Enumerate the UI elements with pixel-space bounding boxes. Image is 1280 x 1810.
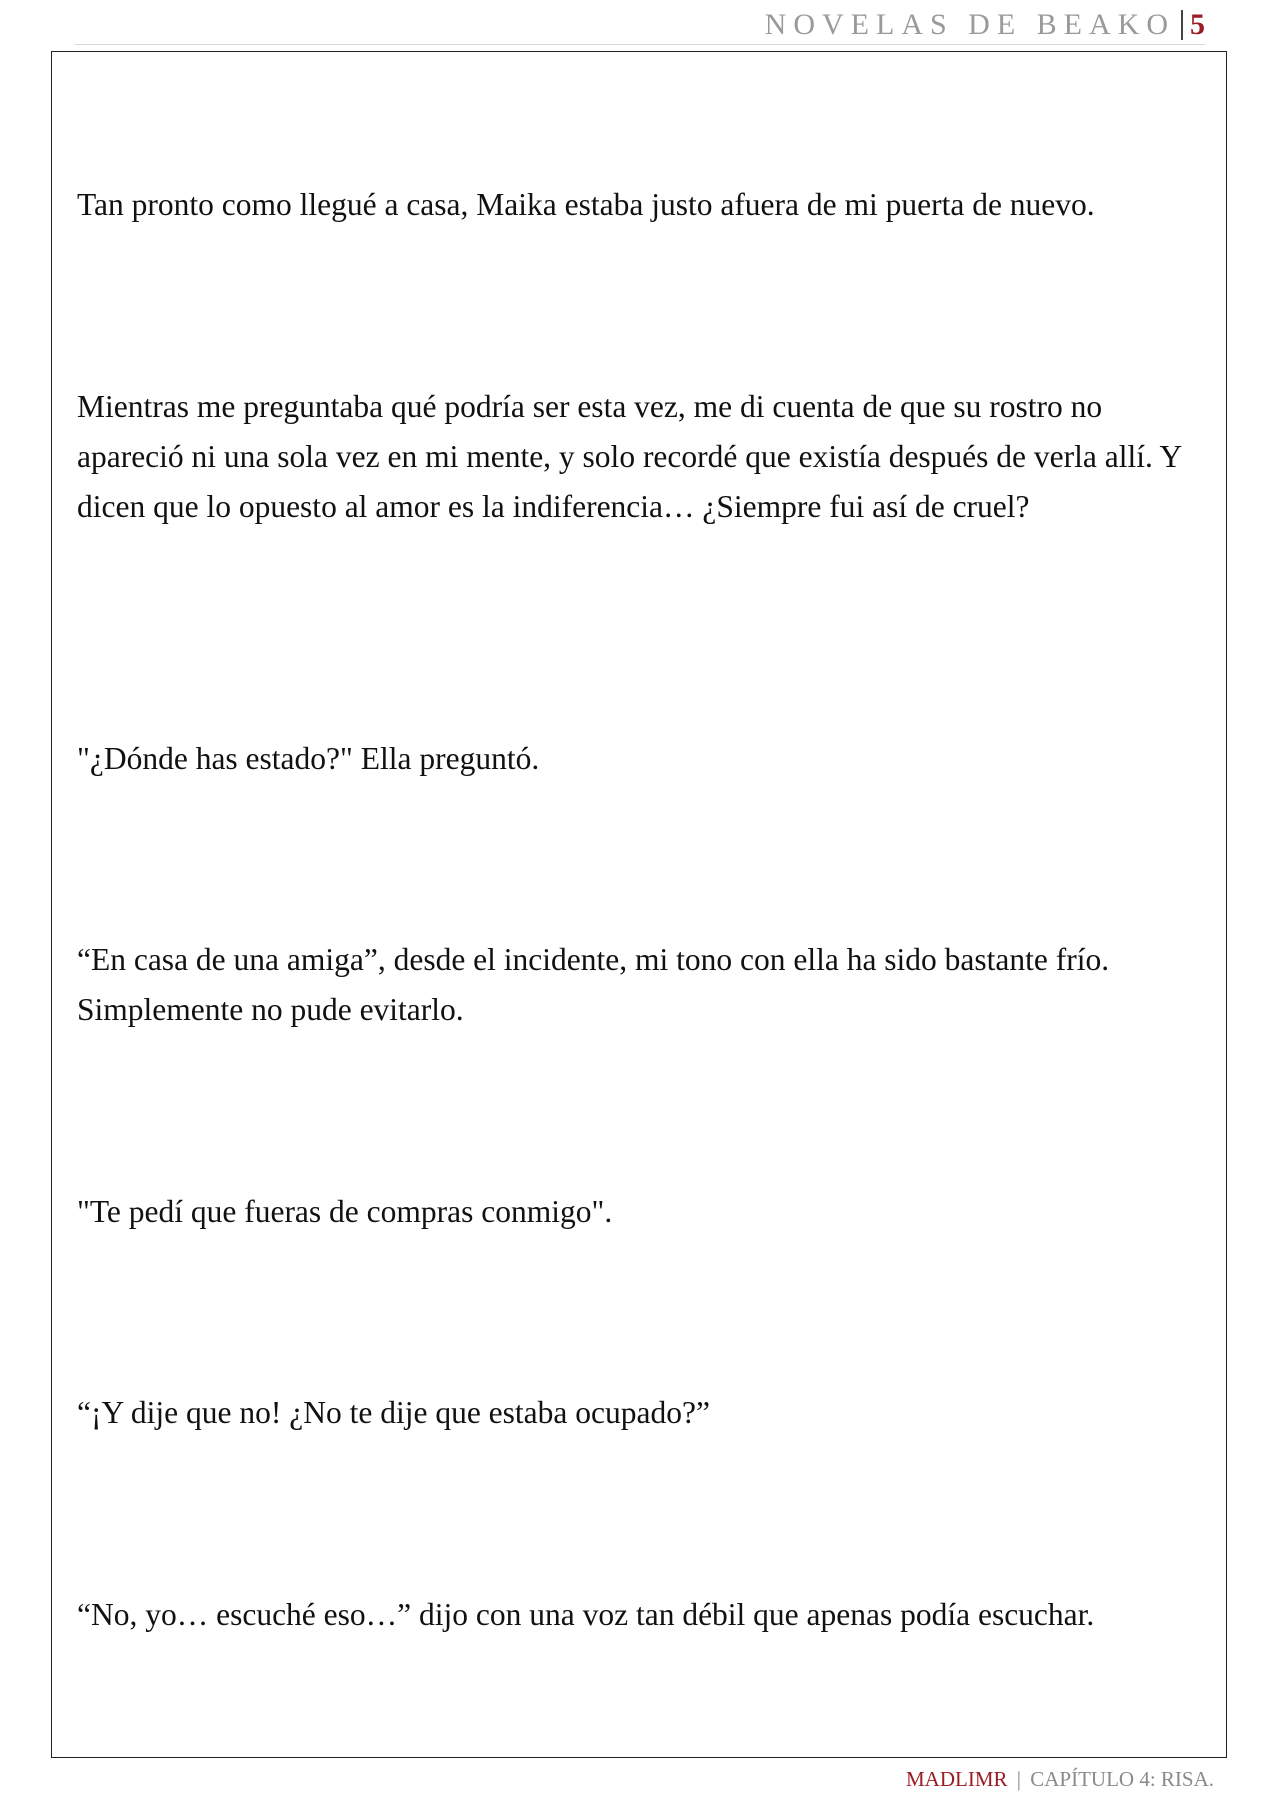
- footer-author: MADLIMR: [906, 1767, 1008, 1791]
- content-frame: [51, 51, 1227, 1758]
- footer-separator: |: [1016, 1767, 1021, 1791]
- paragraph-5: "Te pedí que fueras de compras conmigo".: [77, 1194, 613, 1229]
- page-header: [75, 0, 1205, 45]
- paragraph-1: Tan pronto como llegué a casa, Maika estaba justo afuera de mi puerta de nuevo.: [77, 187, 1095, 222]
- footer-chapter: CAPÍTULO 4: RISA.: [1030, 1767, 1214, 1791]
- header-right: [765, 6, 1205, 44]
- page-footer: [906, 1765, 1214, 1793]
- paragraph-3: "¿Dónde has estado?" Ella preguntó.: [77, 741, 540, 776]
- paragraph-7: “No, yo… escuché eso…” dijo con una voz tan débil que apenas podía escuchar.: [77, 1597, 1095, 1632]
- paragraph-4: “En casa de una amiga”, desde el incidente, mi tono con ella ha sido bastante frío. Simplemente no pude evitarlo.: [77, 942, 1110, 1027]
- header-title: NOVELAS DE BEAKO: [764, 8, 1175, 41]
- paragraph-2: Mientras me preguntaba qué podría ser esta vez, me di cuenta de que su rostro no apareció ni una sola vez en mi mente, y solo recordé que existía después de verla allí. Y dicen que lo opuesto al amor es la indiferencia… ¿Siempre fui así de cruel?: [77, 389, 1182, 524]
- page-number: 5: [1190, 8, 1205, 41]
- header-divider: [1181, 10, 1183, 40]
- paragraph-6: “¡Y dije que no! ¿No te dije que estaba ocupado?”: [77, 1395, 710, 1430]
